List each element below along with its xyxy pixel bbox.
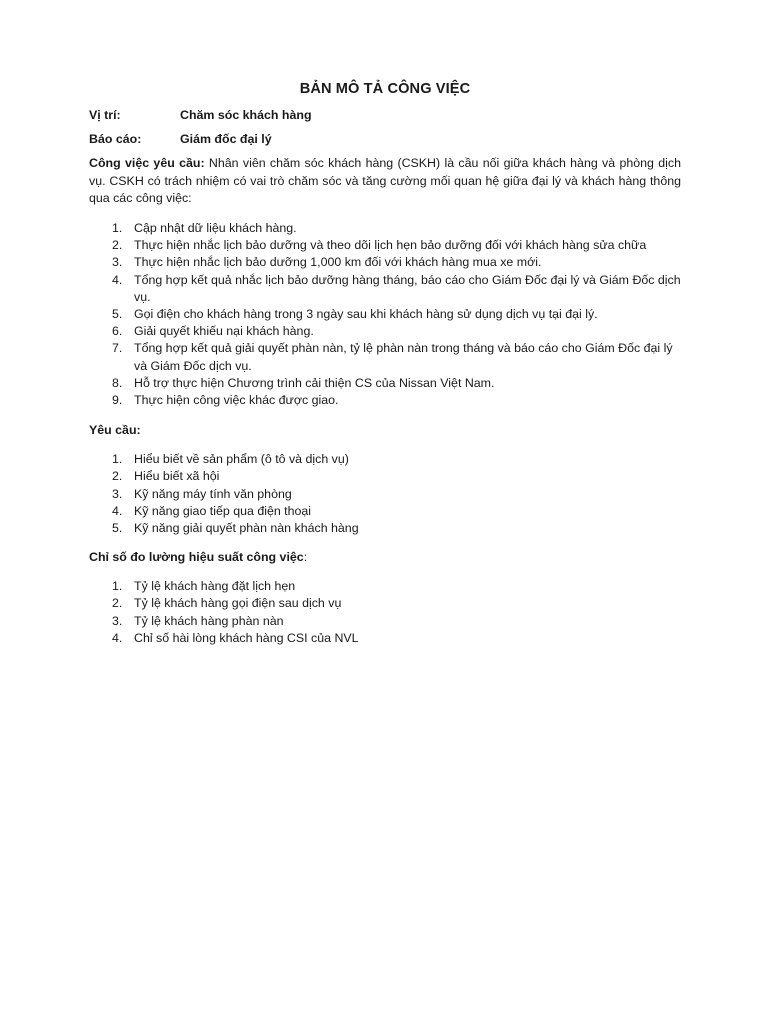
list-item [89,272,681,306]
list-item-text: Tỷ lệ khách hàng gọi điện sau dịch vụ [134,596,342,611]
list-item [89,520,681,537]
list-item [89,392,681,409]
list-item-number: 9. [112,392,123,407]
kpi-list [89,578,681,647]
list-item [89,595,681,612]
list-item-text: Gọi điện cho khách hàng trong 3 ngày sau khi khách hàng sử dụng dịch vụ tại đại lý. [134,306,598,321]
list-item [89,323,681,340]
list-item-number: 3. [112,486,123,501]
list-item-text: Thực hiện nhắc lịch bảo dưỡng 1,000 km đối với khách hàng mua xe mới. [134,255,542,270]
kpi-heading-colon: : [303,550,308,565]
list-item-number: 8. [112,375,123,390]
position-row [89,107,681,124]
position-value: Chăm sóc khách hàng [180,108,312,122]
position-label: Vị trí: [89,108,121,122]
list-item [89,630,681,647]
list-item [89,340,681,374]
list-item-number: 1. [112,220,123,235]
list-item-text: Kỹ năng giao tiếp qua điện thoại [134,503,312,518]
intro-lead: Công việc yêu cầu: [89,156,205,170]
document-page [89,78,681,647]
list-item-text: Thực hiện nhắc lịch bảo dưỡng và theo dõi lịch hẹn bảo dưỡng đối với khách hàng sửa chữa [134,238,647,253]
list-item [89,486,681,503]
report-label: Báo cáo: [89,132,142,146]
report-value: Giám đốc đại lý [180,132,272,146]
list-item-text: Tổng hợp kết quả nhắc lịch bảo dưỡng hàng tháng, báo cáo cho Giám Đốc đại lý và Giám Đốc dịch vụ. [134,272,681,304]
duties-list [89,220,681,409]
requirements-list [89,451,681,537]
kpi-heading-text: Chỉ số đo lường hiệu suất công việc [89,550,304,565]
list-item [89,468,681,485]
list-item-text: Tỷ lệ khách hàng đặt lịch hẹn [134,579,296,594]
list-item-text: Tổng hợp kết quả giải quyết phàn nàn, tỷ lệ phàn nàn trong tháng và báo cáo cho Giám Đốc đại lý và Giám Đốc dịch vụ. [134,341,673,373]
list-item-text: Hỗ trợ thực hiện Chương trình cải thiện CS của Nissan Việt Nam. [134,375,495,390]
list-item-text: Kỹ năng giải quyết phàn nàn khách hàng [134,520,359,535]
list-item [89,375,681,392]
document-title: BẢN MÔ TẢ CÔNG VIỆC [299,81,471,97]
requirements-heading: Yêu cầu: [89,423,141,438]
list-item [89,220,681,237]
list-item-text: Tỷ lệ khách hàng phàn nàn [134,613,284,628]
list-item-number: 4. [112,272,123,287]
list-item-number: 2. [112,238,123,253]
list-item-text: Chỉ số hài lòng khách hàng CSI của NVL [134,630,359,645]
list-item-number: 1. [112,452,123,467]
list-item-number: 4. [112,630,123,645]
list-item-text: Giải quyết khiếu nại khách hàng. [134,324,314,339]
list-item-text: Kỹ năng máy tính văn phòng [134,486,292,501]
list-item-number: 2. [112,596,123,611]
list-item [89,254,681,271]
list-item [89,613,681,630]
list-item-number: 1. [112,579,123,594]
list-item [89,503,681,520]
list-item-number: 4. [112,503,123,518]
list-item-number: 3. [112,613,123,628]
list-item-number: 5. [112,306,123,321]
list-item-number: 2. [112,469,123,484]
list-item-text: Thực hiện công việc khác được giao. [134,392,339,407]
list-item-text: Hiểu biết xã hội [134,469,220,484]
intro-paragraph [89,155,681,208]
list-item-number: 7. [112,341,123,356]
list-item [89,237,681,254]
intro-text: Nhân viên chăm sóc khách hàng (CSKH) là cầu nối giữa khách hàng và phòng dịch vụ. CSKH có trách nhiệm có vai trò chăm sóc và tăng cường mối quan hệ giữa đại lý và khách hàng thông qua các công việc: [89,156,681,205]
kpi-heading [89,549,681,566]
list-item [89,306,681,323]
list-item-text: Hiểu biết về sản phẩm (ô tô và dịch vụ) [134,452,349,467]
report-row [89,131,681,148]
list-item-text: Cập nhật dữ liệu khách hàng. [134,220,297,235]
list-item-number: 6. [112,324,123,339]
list-item-number: 5. [112,520,123,535]
list-item [89,578,681,595]
list-item-number: 3. [112,255,123,270]
list-item [89,451,681,468]
